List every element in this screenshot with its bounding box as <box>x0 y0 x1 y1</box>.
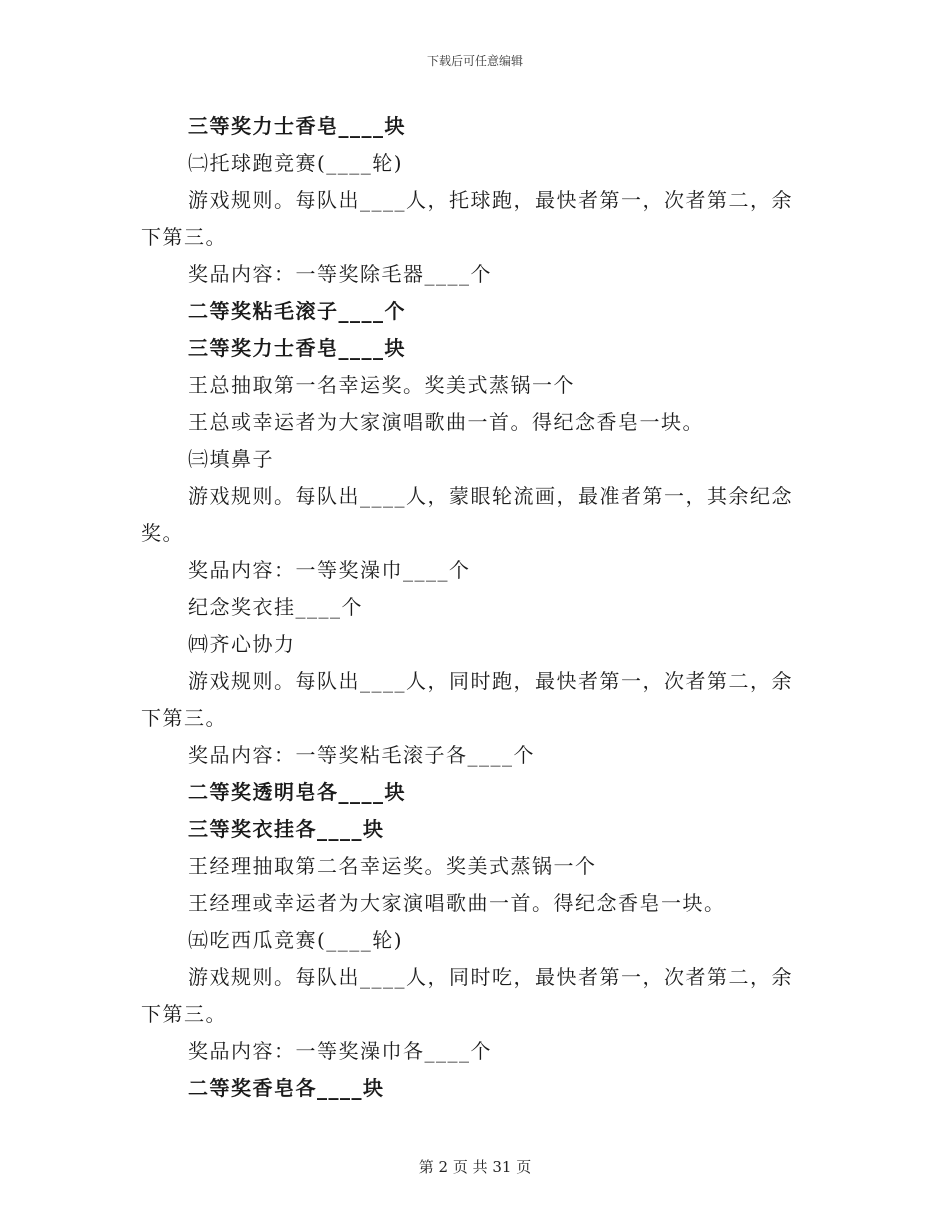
paragraph: 三等奖力士香皂____块 <box>188 336 406 360</box>
paragraph: ㈣齐心协力 <box>188 632 296 656</box>
paragraph: 纪念奖衣挂____个 <box>188 595 363 619</box>
paragraph: 奖品内容：一等奖澡巾____个 <box>188 558 471 582</box>
document-body <box>141 108 801 1107</box>
paragraph: 二等奖粘毛滚子____个 <box>188 299 406 323</box>
paragraph: 奖品内容：一等奖除毛器____个 <box>188 262 492 286</box>
paragraph: 二等奖透明皂各____块 <box>188 780 406 804</box>
paragraph: 游戏规则。每队出____人，同时跑，最快者第一，次者第二，余下第三。 <box>141 669 793 730</box>
paragraph: 奖品内容：一等奖粘毛滚子各____个 <box>188 743 535 767</box>
paragraph: 王总或幸运者为大家演唱歌曲一首。得纪念香皂一块。 <box>188 410 704 434</box>
paragraph: 游戏规则。每队出____人，托球跑，最快者第一，次者第二，余下第三。 <box>141 188 793 249</box>
page-footer: 第 2 页 共 31 页 <box>418 1158 532 1176</box>
paragraph: 二等奖香皂各____块 <box>188 1076 385 1100</box>
paragraph: ㈤吃西瓜竞赛(____轮) <box>188 928 404 952</box>
paragraph: 王经理或幸运者为大家演唱歌曲一首。得纪念香皂一块。 <box>188 891 726 915</box>
paragraph: 游戏规则。每队出____人，同时吃，最快者第一，次者第二，余下第三。 <box>141 965 793 1026</box>
paragraph: 王经理抽取第二名幸运奖。奖美式蒸锅一个 <box>188 854 597 878</box>
paragraph: ㈢填鼻子 <box>188 447 274 471</box>
page-header: 下载后可任意编辑 <box>426 54 523 68</box>
paragraph: 三等奖衣挂各____块 <box>188 817 385 841</box>
paragraph: 游戏规则。每队出____人，蒙眼轮流画，最准者第一，其余纪念奖。 <box>141 484 793 545</box>
paragraph: ㈡托球跑竞赛(____轮) <box>188 151 404 175</box>
paragraph: 奖品内容：一等奖澡巾各____个 <box>188 1039 492 1063</box>
paragraph: 三等奖力士香皂____块 <box>188 114 406 138</box>
paragraph: 王总抽取第一名幸运奖。奖美式蒸锅一个 <box>188 373 575 397</box>
